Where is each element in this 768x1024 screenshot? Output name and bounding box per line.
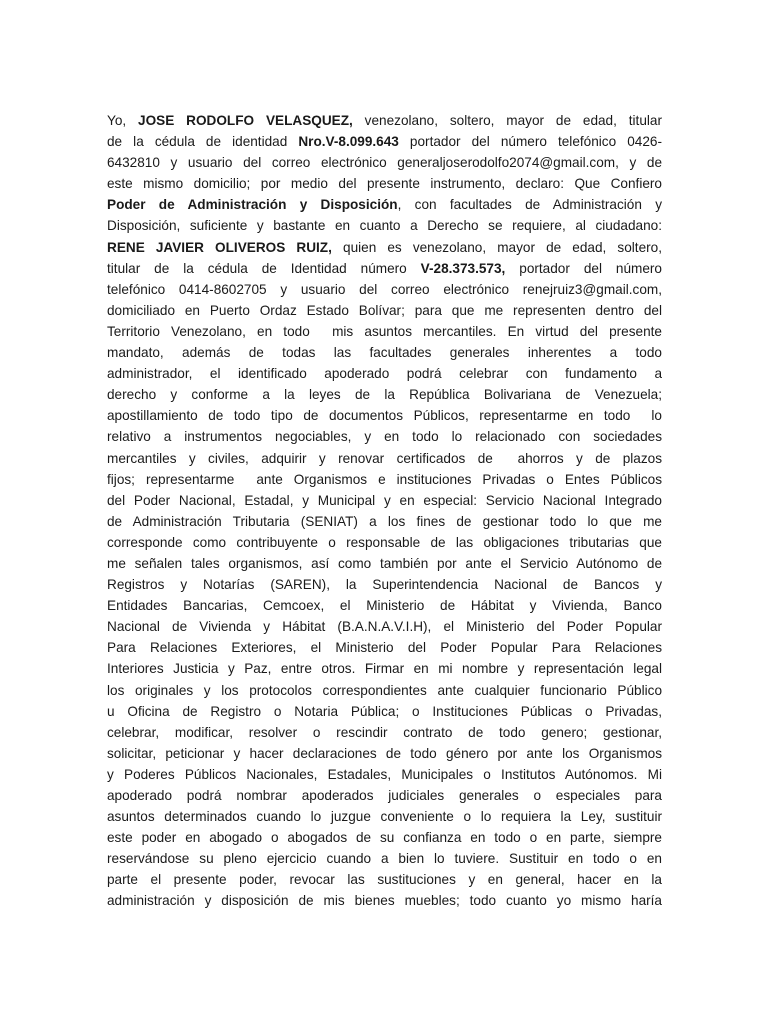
text-line bbox=[107, 469, 662, 490]
text-line bbox=[107, 722, 662, 743]
bold-text-segment: Nro.V-8.099.643 bbox=[298, 134, 399, 150]
text-segment: derecho y conforme a la leyes de la República Bolivariana de Venezuela; bbox=[107, 387, 662, 403]
text-segment: venezolano, soltero, mayor de edad, titular bbox=[352, 113, 662, 128]
text-line bbox=[107, 764, 662, 785]
text-segment: , con facultades de Administración y bbox=[397, 197, 662, 213]
text-line bbox=[107, 490, 662, 511]
text-line bbox=[107, 553, 662, 574]
text-segment: portador del número bbox=[505, 260, 662, 276]
text-line bbox=[107, 405, 662, 426]
text-line bbox=[107, 173, 662, 194]
text-segment: quien es venezolano, mayor de edad, soltero, bbox=[331, 239, 662, 255]
text-line bbox=[107, 701, 662, 722]
text-segment: los originales y los protocolos correspondientes ante cualquier funcionario Público bbox=[107, 682, 662, 698]
text-line bbox=[107, 384, 662, 405]
text-line bbox=[107, 806, 662, 827]
text-segment: este poder en abogado o abogados de su confianza en todo o en parte, siempre bbox=[107, 830, 662, 846]
text-segment: me señalen tales organismos, así como también por ante el Servicio Autónomo de bbox=[107, 555, 662, 571]
text-line bbox=[107, 637, 662, 658]
text-segment: mandato, además de todas las facultades generales inherentes a todo bbox=[107, 345, 662, 361]
text-segment: apoderado podrá nombrar apoderados judiciales generales o especiales para bbox=[107, 788, 662, 803]
text-line bbox=[107, 785, 662, 806]
text-segment: del Poder Nacional, Estadal, y Municipal y en especial: Servicio Nacional Integrado bbox=[107, 492, 662, 508]
text-line bbox=[107, 321, 662, 342]
text-line bbox=[107, 827, 662, 848]
text-line bbox=[107, 426, 662, 447]
text-segment: Disposición, suficiente y bastante en cuanto a Derecho se requiere, al ciudadano: bbox=[107, 218, 662, 234]
text-segment: y Poderes Públicos Nacionales, Estadales, Municipales o Institutos Autónomos. Mi bbox=[107, 766, 662, 782]
text-line bbox=[107, 194, 662, 215]
text-segment: Para Relaciones Exteriores, el Ministerio del Poder Popular Para Relaciones bbox=[107, 640, 662, 656]
text-segment: asuntos determinados cuando lo juzgue conveniente o lo requiera la Ley, sustituir bbox=[107, 809, 662, 825]
bold-text-segment: Poder de Administración y Disposición bbox=[107, 197, 398, 213]
text-line bbox=[107, 658, 662, 679]
text-segment: Territorio Venezolano, en todo mis asuntos mercantiles. En virtud del presente bbox=[107, 323, 662, 339]
text-segment: domiciliado en Puerto Ordaz Estado Bolívar; para que me representen dentro del bbox=[107, 302, 662, 318]
text-line bbox=[107, 595, 662, 616]
text-line bbox=[107, 152, 662, 173]
text-line bbox=[107, 342, 662, 363]
bold-text-segment: V-28.373.573, bbox=[420, 260, 506, 276]
bold-text-segment: RENE JAVIER OLIVEROS RUIZ, bbox=[107, 239, 332, 255]
text-segment: Nacional de Vivienda y Hábitat (B.A.N.A.V.I.H), el Ministerio del Poder Popular bbox=[107, 619, 662, 635]
text-line bbox=[107, 743, 662, 764]
text-line bbox=[107, 532, 662, 553]
text-line bbox=[107, 848, 662, 869]
text-segment: administrador, el identificado apoderado podrá celebrar con fundamento a bbox=[107, 366, 662, 382]
text-line bbox=[107, 279, 662, 300]
text-segment: parte el presente poder, revocar las sustituciones y en general, hacer en la bbox=[107, 872, 662, 888]
text-line bbox=[107, 448, 662, 469]
power-of-attorney-text bbox=[107, 110, 662, 912]
text-segment: Registros y Notarías (SAREN), la Superintendencia Nacional de Bancos y bbox=[107, 577, 662, 593]
text-line bbox=[107, 300, 662, 321]
text-segment: Entidades Bancarias, Cemcoex, el Ministerio de Hábitat y Vivienda, Banco bbox=[107, 598, 662, 614]
text-segment: 6432810 y usuario del correo electrónico generaljoserodolfo2074@gmail.com, y de bbox=[107, 155, 662, 171]
text-line bbox=[107, 890, 662, 911]
text-segment: mercantiles y civiles, adquirir y renovar certificados de ahorros y de plazos bbox=[107, 450, 662, 466]
text-line bbox=[107, 680, 662, 701]
text-segment: relativo a instrumentos negociables, y en todo lo relacionado con sociedades bbox=[107, 429, 662, 445]
text-line bbox=[107, 616, 662, 637]
text-segment: administración y disposición de mis bienes muebles; todo cuanto yo mismo haría bbox=[107, 893, 662, 909]
text-line bbox=[107, 237, 662, 258]
text-segment: Yo, bbox=[107, 113, 139, 128]
text-segment: Interiores Justicia y Paz, entre otros. Firmar en mi nombre y representación legal bbox=[107, 661, 662, 677]
text-segment: u Oficina de Registro o Notaria Pública; o Instituciones Públicas o Privadas, bbox=[107, 703, 662, 719]
text-line bbox=[107, 363, 662, 384]
text-segment: corresponde como contribuyente o responsable de las obligaciones tributarias que bbox=[107, 534, 662, 550]
text-segment: celebrar, modificar, resolver o rescindir contrato de todo genero; gestionar, bbox=[107, 724, 662, 740]
text-segment: reservándose su pleno ejercicio cuando a bien lo tuviere. Sustituir en todo o en bbox=[107, 851, 662, 867]
text-line bbox=[107, 131, 662, 152]
text-segment: portador del número telefónico 0426- bbox=[398, 134, 662, 150]
text-line bbox=[107, 869, 662, 890]
text-line bbox=[107, 110, 662, 131]
text-segment: apostillamiento de todo tipo de documentos Públicos, representarme en todo lo bbox=[107, 408, 662, 424]
text-segment: este mismo domicilio; por medio del presente instrumento, declaro: Que Confiero bbox=[107, 176, 662, 192]
text-segment: fijos; representarme ante Organismos e instituciones Privadas o Entes Públicos bbox=[107, 471, 662, 487]
text-segment: de la cédula de identidad bbox=[107, 134, 299, 150]
text-segment: titular de la cédula de Identidad número bbox=[107, 260, 421, 276]
text-line bbox=[107, 574, 662, 595]
text-segment: telefónico 0414-8602705 y usuario del correo electrónico renejruiz3@gmail.com, bbox=[107, 281, 662, 297]
text-line bbox=[107, 215, 662, 236]
text-segment: de Administración Tributaria (SENIAT) a los fines de gestionar todo lo que me bbox=[107, 513, 662, 529]
text-line bbox=[107, 511, 662, 532]
bold-text-segment: JOSE RODOLFO VELASQUEZ, bbox=[138, 113, 353, 128]
text-segment: solicitar, peticionar y hacer declaraciones de todo género por ante los Organismos bbox=[107, 745, 662, 761]
text-line bbox=[107, 258, 662, 279]
